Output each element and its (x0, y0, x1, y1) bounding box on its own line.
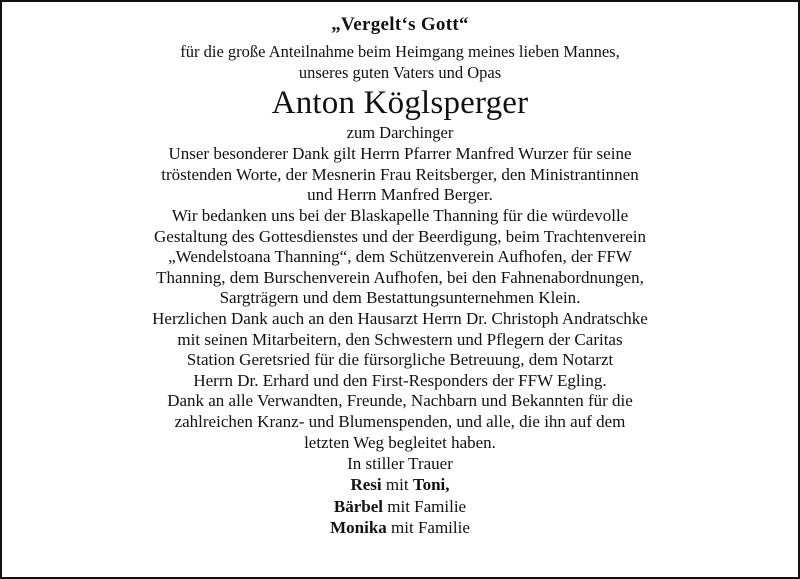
thanks-line: Herrn Dr. Erhard und den First-Responders der FFW Egling. (193, 370, 607, 390)
thanks-line: zahlreichen Kranz- und Blumenspenden, und alle, die ihn auf dem (174, 411, 626, 431)
signature-name: Monika (330, 517, 387, 537)
thanks-line: „Wendelstoana Thanning“, dem Schützenverein Aufhofen, der FFW (168, 247, 632, 267)
deceased-name-suffix: zum Darchinger (346, 123, 454, 143)
signature-name: Toni, (412, 475, 450, 495)
deceased-name: Anton Köglsperger (271, 85, 529, 122)
obituary-content (2, 8, 798, 538)
thanks-line: Dank an alle Verwandten, Freunde, Nachbarn und Bekannten für die (167, 391, 633, 411)
intro-line: für die große Anteilnahme beim Heimgang meines lieben Mannes, (180, 42, 620, 61)
mourning-label: In stiller Trauer (347, 454, 453, 474)
signature-line (2, 474, 798, 495)
signature-name: Bärbel (333, 496, 383, 516)
thanks-line: letzten Weg begleitet haben. (304, 432, 496, 452)
signature-connector: mit Familie (383, 496, 467, 516)
signature-name: Resi (350, 475, 382, 495)
thanks-line: Gestaltung des Gottesdienstes und der Beerdigung, beim Trachtenverein (154, 226, 646, 246)
signature-line (2, 517, 798, 538)
thanks-line: tröstenden Worte, der Mesnerin Frau Reitsberger, den Ministrantinnen (161, 164, 639, 184)
thanks-line: und Herrn Manfred Berger. (307, 185, 493, 205)
thanks-text (2, 144, 798, 453)
thanks-line: Herzlichen Dank auch an den Hausarzt Herrn Dr. Christoph Andratschke (152, 308, 648, 328)
signature-line (2, 496, 798, 517)
thanks-line: Wir bedanken uns bei der Blaskapelle Thanning für die würdevolle (171, 205, 629, 225)
thanks-line: mit seinen Mitarbeitern, den Schwestern und Pflegern der Caritas (177, 329, 623, 349)
thanks-line: Thanning, dem Burschenverein Aufhofen, bei den Fahnenabordnungen, (156, 267, 644, 287)
intro-line: unseres guten Vaters und Opas (298, 62, 502, 82)
signature-connector: mit Familie (386, 517, 470, 537)
thanks-line: Unser besonderer Dank gilt Herrn Pfarrer Manfred Wurzer für seine (168, 144, 632, 164)
notice-heading: „Vergelt‘s Gott“ (331, 14, 469, 35)
thanks-line: Sargträgern und dem Bestattungsunternehmen Klein. (219, 288, 581, 308)
thanks-line: Station Geretsried für die fürsorgliche Betreuung, dem Notarzt (186, 350, 614, 370)
signature-block (2, 453, 798, 538)
signature-connector: mit (381, 475, 413, 495)
